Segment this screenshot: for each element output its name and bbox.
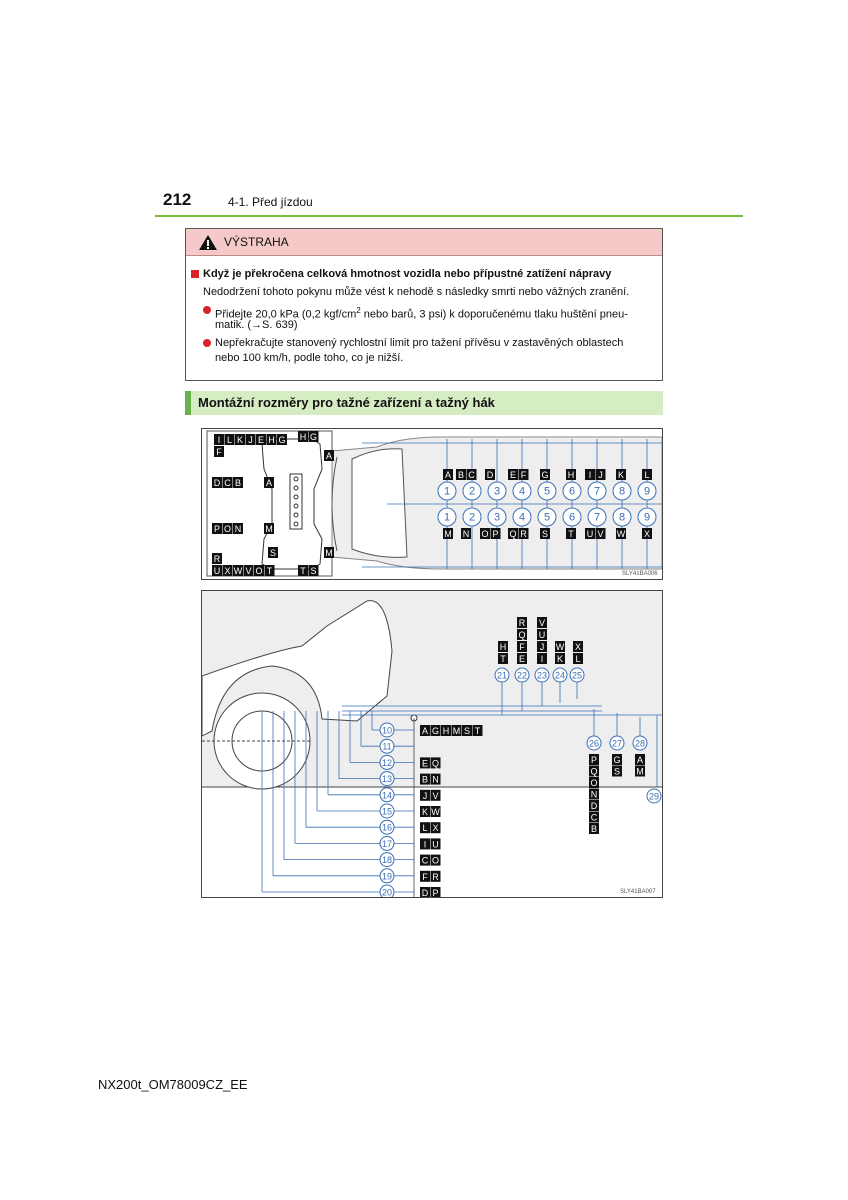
letter-label: S <box>541 529 549 539</box>
letter-label: M <box>636 766 644 777</box>
letter-label: C <box>224 478 231 488</box>
letter-label: D <box>486 470 494 480</box>
letter-label: H <box>567 470 575 480</box>
letter-label: U <box>213 566 221 576</box>
number-label: 19 <box>381 871 393 882</box>
letter-label: N <box>462 529 470 539</box>
letter-label: P <box>492 529 499 539</box>
letter-label: P <box>432 888 439 897</box>
number-label: 26 <box>588 738 600 749</box>
number-label: 23 <box>536 670 548 681</box>
letter-label: G <box>541 470 549 480</box>
letter-label: T <box>474 726 481 736</box>
letter-label: L <box>422 823 428 834</box>
letter-label: S <box>310 566 317 576</box>
warning-bullet-1: Přidejte 20,0 kPa (0,2 kgf/$cm^2$ nebo barů, 3 psi) k doporučenému tlaku huštění pneu- <box>215 306 628 321</box>
letter-label: G <box>278 435 286 445</box>
header-rule <box>155 215 743 217</box>
rear-window <box>352 449 407 558</box>
letter-label: X <box>224 566 231 576</box>
letter-label: S <box>613 766 621 777</box>
number-label: 29 <box>648 791 660 802</box>
number-label: 3 <box>493 511 501 524</box>
letter-label: W <box>233 566 243 576</box>
letter-label: U <box>432 839 439 850</box>
number-label: 6 <box>568 511 576 524</box>
warning-bullet-2-cont: nebo 100 km/h, podle toho, co je nižší. <box>215 352 404 364</box>
letter-label: E <box>421 758 429 769</box>
section-title: 4-1. Před jízdou <box>228 195 313 209</box>
letter-label: L <box>575 654 581 664</box>
letter-label: U <box>586 529 594 539</box>
letter-label: D <box>590 801 598 811</box>
letter-label: N <box>234 524 242 534</box>
letter-label: R <box>432 871 439 882</box>
warning-bullet-2: Nepřekračujte stanovený rychlostní limit pro tažení přívěsu v zastavěných oblastech <box>215 337 624 349</box>
letter-label: D <box>213 478 221 488</box>
red-dot-bullet <box>203 306 211 314</box>
warning-bullet-1-cont: matik. (→S. 639) <box>215 319 298 331</box>
letter-label: J <box>422 790 428 801</box>
number-label: 7 <box>593 511 601 524</box>
letter-label: E <box>257 435 265 445</box>
letter-label: T <box>500 654 506 664</box>
letter-label: O <box>255 566 263 576</box>
letter-label: B <box>421 774 429 785</box>
letter-label: F <box>216 447 222 457</box>
letter-label: J <box>598 470 603 480</box>
figure-code: SLY41BA006 <box>622 571 658 577</box>
letter-label: F <box>519 642 525 652</box>
number-label: 4 <box>518 511 526 524</box>
letter-label: B <box>457 470 465 480</box>
number-label: 9 <box>643 511 651 524</box>
number-label: 5 <box>543 511 551 524</box>
letter-label: I <box>423 839 427 850</box>
letter-label: C <box>468 470 475 480</box>
warning-triangle-icon <box>198 234 218 251</box>
number-label: 1 <box>443 485 451 498</box>
letter-label: B <box>234 478 242 488</box>
letter-label: U <box>538 630 546 640</box>
top-view-diagram <box>202 429 662 579</box>
letter-label: P <box>213 524 221 534</box>
hitch-bar <box>290 474 302 529</box>
letter-label: K <box>236 435 244 445</box>
letter-label: F <box>520 470 527 480</box>
number-label: 21 <box>496 670 508 681</box>
number-label: 1 <box>443 511 451 524</box>
number-label: 16 <box>381 822 393 833</box>
red-dot-bullet <box>203 339 211 347</box>
subtitle-bar-accent <box>185 391 191 415</box>
number-label: 10 <box>381 725 393 736</box>
letter-label: M <box>444 529 452 539</box>
number-label: 28 <box>634 738 646 749</box>
letter-label: J <box>539 642 545 652</box>
number-label: 22 <box>516 670 528 681</box>
letter-label: Q <box>518 630 526 640</box>
letter-label: N <box>590 789 598 800</box>
letter-label: O <box>223 524 232 534</box>
side-view-diagram <box>202 591 662 897</box>
subtitle: Montážní rozměry pro tažné zařízení a tažný hák <box>198 395 495 410</box>
number-label: 8 <box>618 485 626 498</box>
letter-label: G <box>613 755 621 765</box>
letter-label: A <box>265 478 273 488</box>
letter-label: N <box>432 774 439 785</box>
number-label: 5 <box>543 485 551 498</box>
letter-label: R <box>518 618 526 628</box>
letter-label: O <box>431 855 440 866</box>
number-label: 3 <box>493 485 501 498</box>
letter-label: F <box>422 871 428 882</box>
letter-label: G <box>309 432 318 442</box>
number-label: 13 <box>381 774 393 785</box>
letter-label: M <box>325 548 333 558</box>
letter-label: A <box>325 451 333 461</box>
number-label: 9 <box>643 485 651 498</box>
letter-label: I <box>540 654 544 664</box>
letter-label: Q <box>509 529 517 539</box>
letter-label: V <box>597 529 604 539</box>
number-label: 17 <box>381 838 393 849</box>
figure-side-view <box>201 590 663 898</box>
letter-label: Q <box>590 766 598 777</box>
letter-label: J <box>248 435 253 445</box>
letter-label: P <box>590 755 598 765</box>
letter-label: K <box>617 470 625 480</box>
number-label: 25 <box>571 670 583 681</box>
letter-label: R <box>520 529 527 539</box>
warning-header <box>186 229 662 256</box>
number-label: 18 <box>381 855 393 866</box>
letter-label: K <box>556 654 564 664</box>
number-label: 2 <box>468 485 476 498</box>
letter-label: A <box>444 470 452 480</box>
letter-label: E <box>509 470 517 480</box>
letter-label: B <box>590 824 598 834</box>
number-label: 20 <box>381 887 393 897</box>
number-label: 24 <box>554 670 566 681</box>
letter-label: I <box>588 470 592 480</box>
number-label: 11 <box>382 741 392 752</box>
number-label: 2 <box>468 511 476 524</box>
number-label: 6 <box>568 485 576 498</box>
letter-label: E <box>518 654 526 664</box>
number-label: 7 <box>593 485 601 498</box>
number-label: 8 <box>618 511 626 524</box>
letter-label: H <box>499 642 507 652</box>
number-label: 4 <box>518 485 526 498</box>
warning-heading: Když je překročena celková hmotnost vozidla nebo přípustné zatížení nápravy <box>203 268 612 280</box>
letter-label: R <box>213 554 221 564</box>
letter-label: T <box>266 566 273 576</box>
letter-label: S <box>463 726 471 736</box>
letter-label: D <box>421 888 429 897</box>
number-label: 14 <box>381 790 393 801</box>
letter-label: C <box>590 812 598 823</box>
footer-code: NX200t_OM78009CZ_EE <box>98 1077 248 1092</box>
warning-title: VÝSTRAHA <box>224 235 289 249</box>
letter-label: H <box>299 432 307 442</box>
letter-label: I <box>217 435 221 445</box>
letter-label: T <box>300 566 306 576</box>
letter-label: V <box>538 618 546 628</box>
letter-label: O <box>590 778 598 788</box>
letter-label: T <box>568 529 574 539</box>
letter-label: K <box>421 807 429 817</box>
letter-label: X <box>574 642 582 652</box>
letter-label: X <box>643 529 651 539</box>
letter-label: A <box>421 726 429 736</box>
letter-label: M <box>265 524 273 534</box>
warning-intro: Nedodržení tohoto pokynu může vést k nehodě s následky smrti nebo vážných zranění. <box>203 286 630 298</box>
letter-label: Q <box>431 758 440 769</box>
letter-label: C <box>421 855 429 866</box>
letter-label: S <box>269 548 277 558</box>
figure-top-view <box>201 428 663 580</box>
letter-label: X <box>432 823 439 834</box>
letter-label: M <box>452 726 461 736</box>
number-label: 15 <box>381 806 393 817</box>
red-square-bullet <box>191 270 199 278</box>
letter-label: L <box>226 435 233 445</box>
letter-label: V <box>432 790 439 801</box>
warning-box <box>185 228 663 381</box>
letter-label: V <box>245 566 252 576</box>
letter-label: W <box>616 529 626 539</box>
letter-label: L <box>644 470 650 480</box>
figure-code: SLY41BA007 <box>620 889 656 895</box>
page-number: 212 <box>163 190 192 209</box>
letter-label: H <box>442 726 450 736</box>
letter-label: A <box>636 755 644 765</box>
number-label: 27 <box>611 738 623 749</box>
letter-label: W <box>555 642 565 652</box>
letter-label: H <box>268 435 275 445</box>
letter-label: G <box>431 726 440 736</box>
letter-label: O <box>481 529 489 539</box>
letter-label: W <box>431 807 440 817</box>
number-label: 12 <box>381 757 393 768</box>
